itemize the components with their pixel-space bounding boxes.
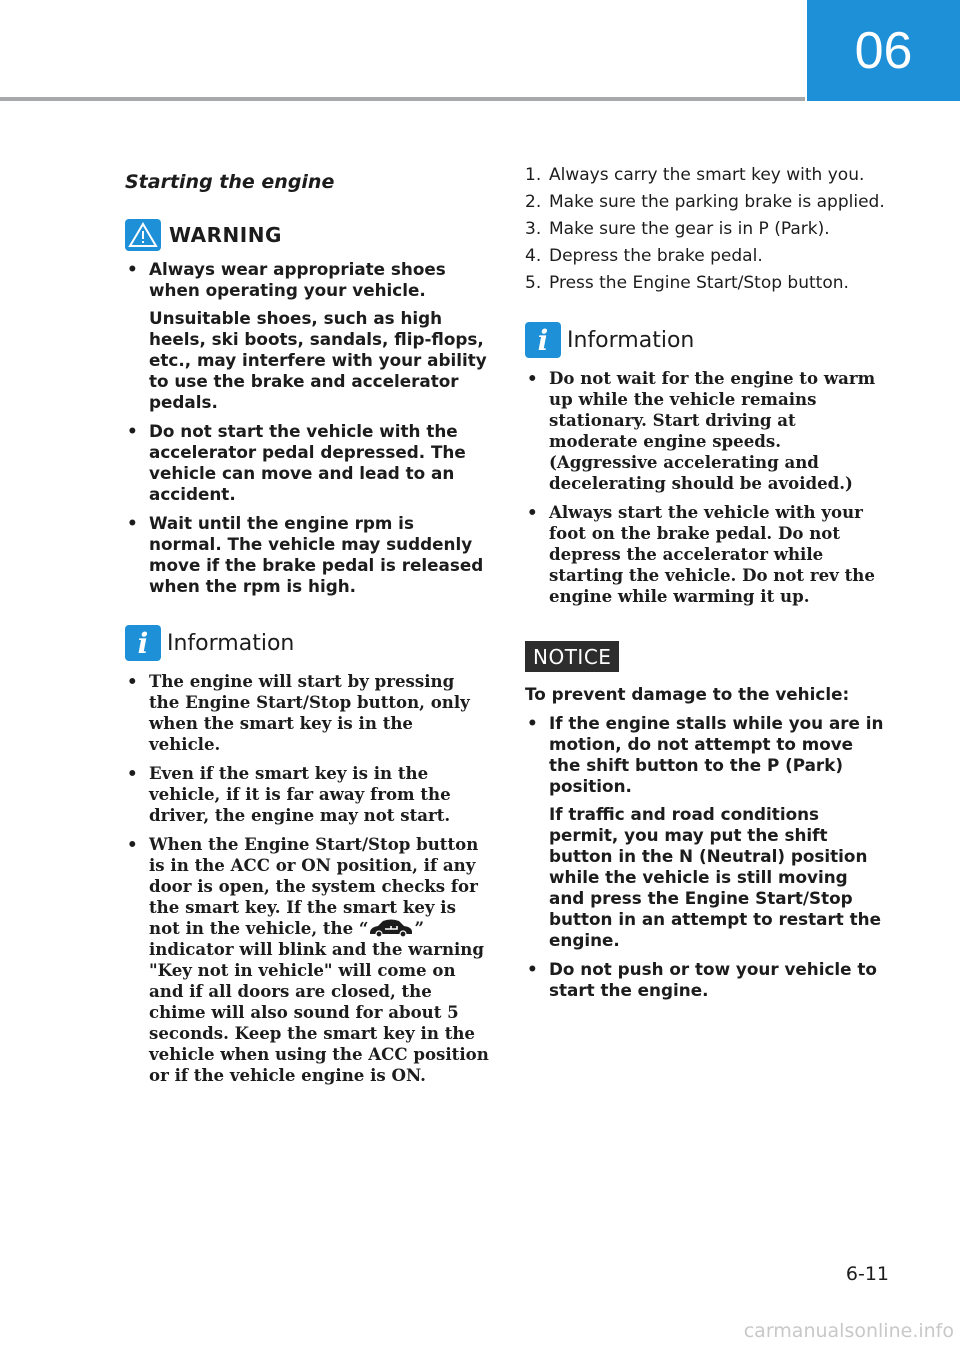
list-item-text: The engine will start by pressing the Engine Start/Stop button, only when the smart key is in the vehicle.	[149, 671, 470, 754]
information-label: Information	[567, 327, 695, 353]
warning-triangle-icon	[125, 219, 161, 251]
information-header	[125, 625, 490, 661]
steps-list	[525, 165, 885, 294]
list-item-text: Do not push or tow your vehicle to start the engine.	[549, 959, 877, 1000]
list-item-text-after: ” indicator will blink and the warning "Key not in vehicle" will come on and if all doors are closed, the chime will also sound for about 5 seconds. Keep the smart key in the vehicle when using the ACC position or if the vehicle engine is ON.	[149, 918, 489, 1085]
info-icon: i	[525, 322, 561, 358]
list-item	[125, 421, 490, 505]
list-item-text: Wait until the engine rpm is normal. The vehicle may suddenly move if the brake pedal is released when the rpm is high.	[149, 513, 484, 596]
warning-label: WARNING	[169, 223, 282, 247]
list-item	[125, 259, 490, 413]
step-text: Make sure the gear is in P (Park).	[549, 219, 830, 239]
list-item	[525, 368, 885, 494]
list-item-text: If the engine stalls while you are in motion, do not attempt to move the shift button to the P (Park) position.	[549, 713, 884, 796]
notice-label: NOTICE	[525, 641, 619, 672]
step-number: 4.	[525, 246, 542, 266]
list-item	[125, 513, 490, 597]
right-column	[525, 165, 885, 1009]
list-item	[125, 834, 490, 1086]
step-item	[525, 192, 885, 213]
list-item-text: Do not start the vehicle with the accelerator pedal depressed. The vehicle can move and lead to an accident.	[149, 421, 466, 504]
step-item	[525, 219, 885, 240]
list-item-text: Even if the smart key is in the vehicle, if it is far away from the driver, the engine may not start.	[149, 763, 451, 825]
step-text: Press the Engine Start/Stop button.	[549, 273, 849, 293]
step-text: Always carry the smart key with you.	[549, 165, 865, 185]
step-item	[525, 273, 885, 294]
step-number: 2.	[525, 192, 542, 212]
list-item	[525, 959, 885, 1001]
step-number: 3.	[525, 219, 542, 239]
list-item	[125, 763, 490, 826]
information-header	[525, 322, 885, 358]
page-number: 6-11	[845, 1263, 889, 1285]
header-rule	[0, 97, 805, 101]
list-item-subtext: Unsuitable shoes, such as high heels, ski boots, sandals, flip-flops, etc., may interfere with your ability to use the brake and accelerator pedals.	[149, 308, 487, 412]
list-item	[525, 502, 885, 607]
step-text: Depress the brake pedal.	[549, 246, 763, 266]
list-item-text-before: When the Engine Start/Stop button is in the ACC or ON position, if any door is open, the system checks for the smart key. If the smart key is not in the vehicle, the “	[149, 834, 479, 938]
left-column	[125, 165, 490, 1094]
step-number: 5.	[525, 273, 542, 293]
list-item-subtext: If traffic and road conditions permit, you may put the shift button in the N (Neutral) position while the vehicle is still moving and press the Engine Start/Stop button in an attempt to restart the engine.	[549, 804, 881, 950]
info-icon: i	[125, 625, 161, 661]
notice-list	[525, 713, 885, 1001]
list-item	[125, 671, 490, 755]
watermark: carmanualsonline.info	[743, 1320, 954, 1342]
step-item	[525, 165, 885, 186]
information-label: Information	[167, 630, 295, 656]
list-item-text: Always start the vehicle with your foot on the brake pedal. Do not depress the accelerator while starting the vehicle. Do not rev the engine while warming it up.	[549, 502, 875, 606]
car-key-indicator-icon	[368, 919, 414, 937]
step-text: Make sure the parking brake is applied.	[549, 192, 885, 212]
chapter-tab: 06	[807, 0, 960, 101]
warning-header	[125, 219, 490, 251]
step-number: 1.	[525, 165, 542, 185]
information-list	[525, 368, 885, 607]
section-title: Starting the engine	[125, 171, 335, 193]
list-item-text: Always wear appropriate shoes when operating your vehicle.	[149, 259, 446, 300]
warning-list	[125, 259, 490, 597]
step-item	[525, 246, 885, 267]
list-item-text: Do not wait for the engine to warm up while the vehicle remains stationary. Start driving at moderate engine speeds. (Aggressive accelerating and decelerating should be avoided.)	[549, 368, 876, 493]
notice-lead: To prevent damage to the vehicle:	[525, 684, 850, 704]
information-list	[125, 671, 490, 1086]
list-item	[525, 713, 885, 951]
